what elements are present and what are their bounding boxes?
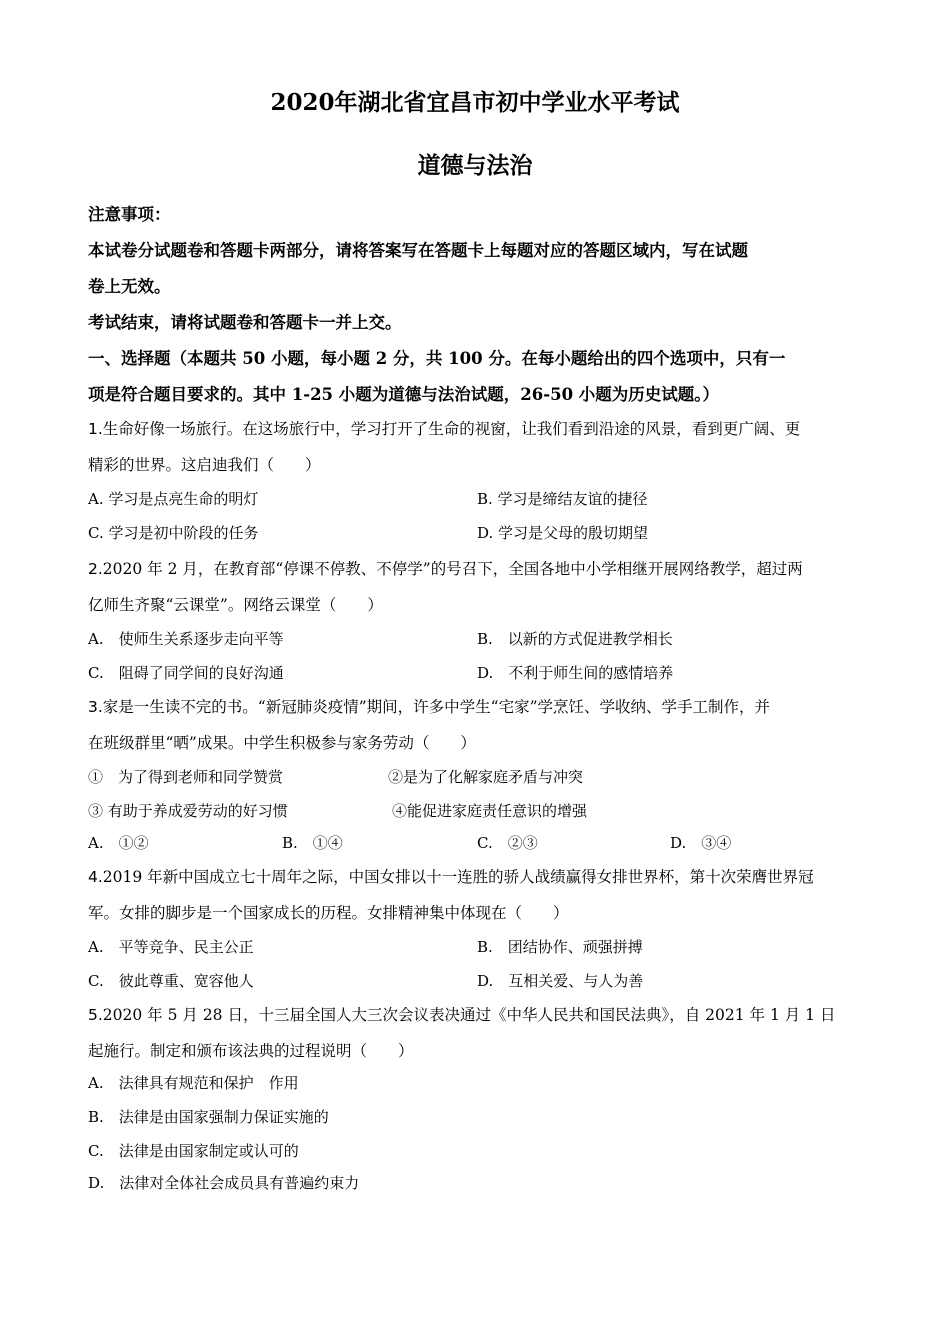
question-4-option-d: D. 互相关爱、与人为善: [477, 972, 644, 990]
question-5-number: 5.: [88, 1006, 103, 1024]
question-4-line-1: [88, 866, 814, 888]
question-5-option-a: A. 法律具有规范和保护 作用: [88, 1074, 299, 1092]
question-5-text: 2020 年 5 月 28 日，十三届全国人大三次会议表决通过《中华人民共和国民法典》，自 2021 年 1 月 1 日: [102, 1006, 836, 1024]
question-3-text: 家是一生读不完的书。“新冠肺炎疫情”期间，许多中学生“宅家”学烹饪、学收纳、学手工制作，并: [102, 698, 770, 716]
question-1-line-2: 精彩的世界。这启迪我们（ ）: [88, 456, 321, 474]
question-2-option-a: A. 使师生关系逐步走向平等: [88, 630, 284, 648]
question-4-text: 2019 年新中国成立七十周年之际，中国女排以十一连胜的骄人战绩赢得女排世界杯，第十次荣膺世界冠: [102, 868, 814, 886]
question-1-option-a: A. 学习是点亮生命的明灯: [88, 490, 259, 508]
question-1-line-1: [88, 418, 800, 440]
notes-line-1a: 本试卷分试题卷和答题卡两部分，请将答案写在答题卡上每题对应的答题区域内，写在试题: [88, 241, 748, 260]
question-2-number: 2.: [88, 560, 103, 578]
notes-line-2: 考试结束，请将试题卷和答题卡一并上交。: [88, 313, 402, 332]
question-4-line-2: 军。女排的脚步是一个国家成长的历程。女排精神集中体现在（ ）: [88, 904, 569, 922]
question-5-line-1: [88, 1004, 835, 1026]
question-1-option-d: D. 学习是父母的殷切期望: [477, 524, 649, 542]
question-1-text: 生命好像一场旅行。在这场旅行中，学习打开了生命的视窗，让我们看到沿途的风景，看到更广阔、更: [102, 420, 801, 438]
question-3-option-a: A. ①②: [88, 834, 149, 852]
section-line-1: 一、选择题（本题共 50 小题，每小题 2 分，共 100 分。在每小题给出的四个选项中，只有一: [88, 349, 786, 368]
question-4-number: 4.: [88, 868, 103, 886]
question-1-option-b: B. 学习是缔结友谊的捷径: [477, 490, 648, 508]
notes-line-1b: 卷上无效。: [88, 277, 171, 296]
question-5-option-d: D. 法律对全体社会成员具有普遍约束力: [88, 1174, 360, 1192]
question-3-option-d: D. ③④: [670, 834, 732, 852]
question-3-statement-2: ②是为了化解家庭矛盾与冲突: [388, 768, 584, 786]
question-3-statement-4: ④能促进家庭责任意识的增强: [392, 802, 588, 820]
question-3-option-b: B. ①④: [282, 834, 343, 852]
question-3-option-c: C. ②③: [477, 834, 538, 852]
question-2-text: 2020 年 2 月，在教育部“停课不停教、不停学”的号召下，全国各地中小学相继开展网络教学，超过两: [102, 560, 803, 578]
question-3-statement-3: ③ 有助于养成爱劳动的好习惯: [88, 802, 288, 820]
question-4-option-a: A. 平等竞争、民主公正: [88, 938, 254, 956]
subject-title: 道德与法治: [417, 152, 533, 179]
question-3-line-2: 在班级群里“晒”成果。中学生积极参与家务劳动（ ）: [88, 734, 476, 752]
question-3-number: 3.: [88, 698, 103, 716]
question-2-option-b: B. 以新的方式促进教学相长: [477, 630, 673, 648]
question-2-option-d: D. 不利于师生间的感情培养: [477, 664, 674, 682]
question-3-statement-1: ① 为了得到老师和同学赞赏: [88, 768, 284, 786]
question-2-line-2: 亿师生齐聚“云课堂”。网络云课堂（ ）: [88, 596, 383, 614]
question-2-line-1: [88, 558, 803, 580]
exam-title: 2020年湖北省宜昌市初中学业水平考试: [270, 89, 680, 116]
question-3-line-1: [88, 696, 770, 718]
question-5-option-b: B. 法律是由国家强制力保证实施的: [88, 1108, 329, 1126]
question-1-number: 1.: [88, 420, 103, 438]
question-4-option-b: B. 团结协作、顽强拼搏: [477, 938, 643, 956]
question-2-option-c: C. 阻碍了同学间的良好沟通: [88, 664, 284, 682]
question-5-line-2: 起施行。制定和颁布该法典的过程说明（ ）: [88, 1042, 414, 1060]
notes-heading: 注意事项：: [88, 205, 171, 224]
section-line-2: 项是符合题目要求的。其中 1-25 小题为道德与法治试题，26-50 小题为历史试题。）: [88, 385, 720, 404]
question-1-option-c: C. 学习是初中阶段的任务: [88, 524, 259, 542]
question-4-option-c: C. 彼此尊重、宽容他人: [88, 972, 254, 990]
question-5-option-c: C. 法律是由国家制定或认可的: [88, 1142, 299, 1160]
